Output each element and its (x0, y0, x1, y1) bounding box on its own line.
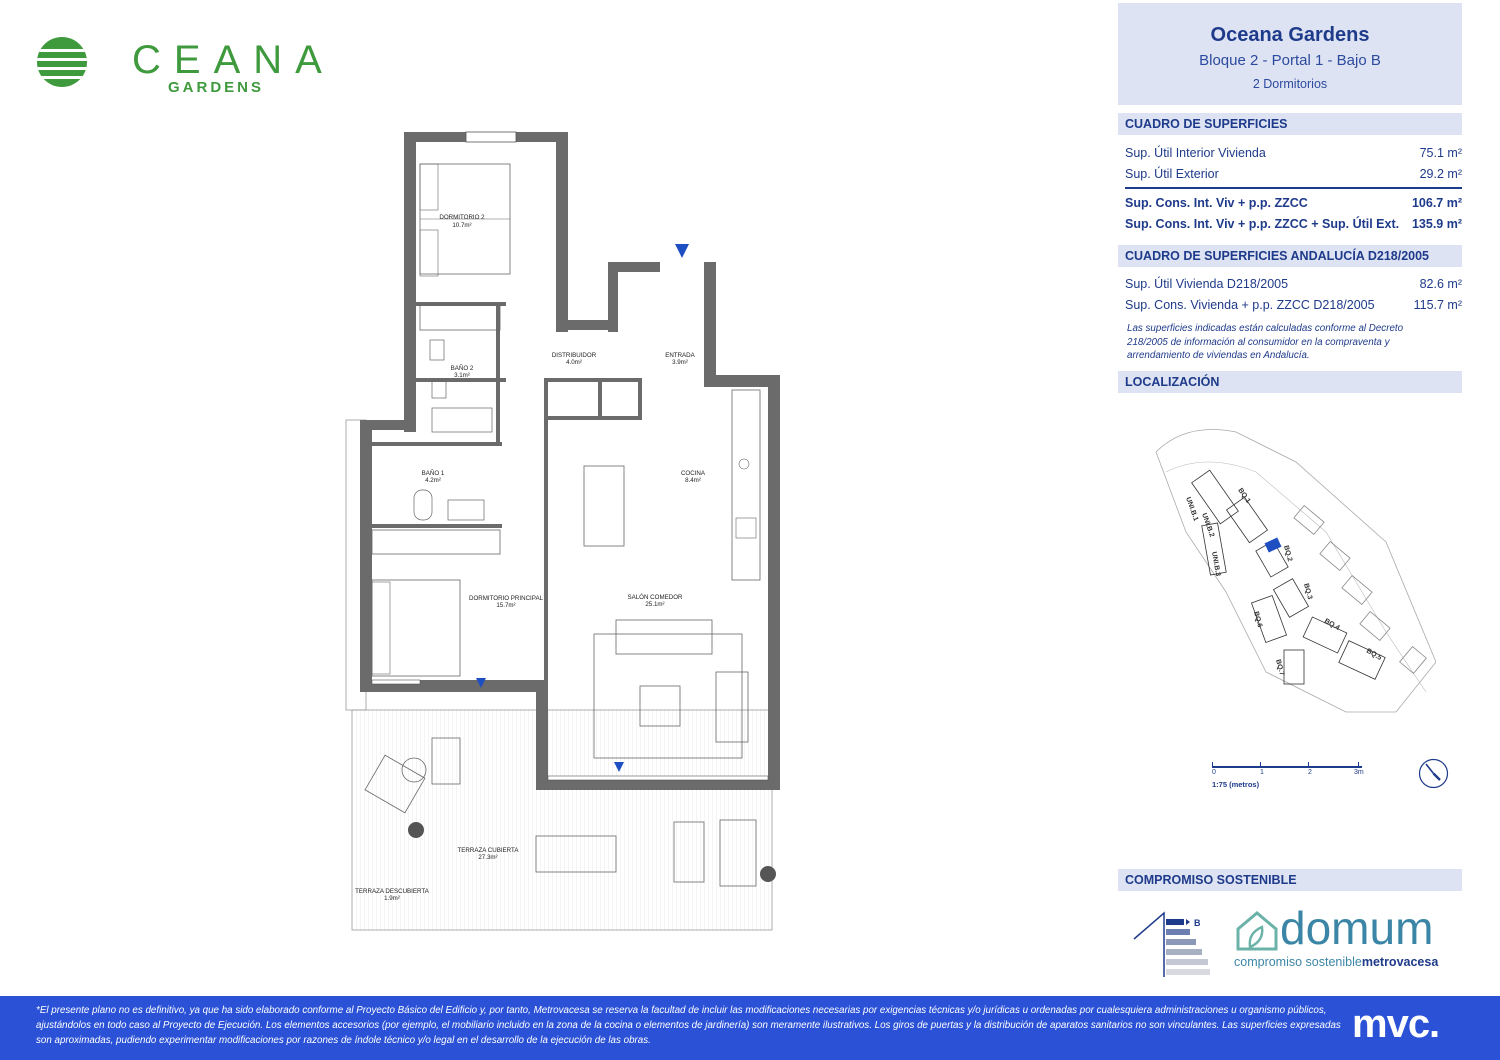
room-bano-2: BAÑO 2 (450, 365, 474, 372)
sustainability-logos (1124, 903, 1464, 983)
room-cocina: COCINA (680, 470, 706, 477)
footer (0, 996, 1500, 1060)
legal-note: Las superficies indicadas están calculadas conforme al Decreto 218/2005 de información al consumidor en la compraventa y arrendamiento de viviendas en Andalucía. (1127, 323, 1404, 361)
sustainability-heading: COMPROMISO SOSTENIBLE (1118, 869, 1462, 891)
area-value: 29.2 m² (1419, 167, 1462, 181)
domum-house-icon (1234, 909, 1280, 953)
room-terraza-cubierta: TERRAZA CUBIERTA (457, 847, 519, 854)
main-wardrobe (372, 530, 500, 554)
site-plan-drawing (1146, 412, 1436, 722)
area-row (1118, 295, 1462, 316)
area-value: 135.9 m² (1411, 217, 1462, 231)
svg-text:BQ.2: BQ.2 (1282, 544, 1294, 563)
room-distribuidor-area: 4.0m² (566, 359, 582, 366)
area-value: 106.7 m² (1411, 196, 1462, 210)
floor-plan (340, 120, 780, 940)
bed-main (372, 580, 460, 676)
bedroom-count: 2 Dormitorios (1252, 77, 1328, 91)
disclaimer: *El presente plano no es definitivo, ya que ha sido elaborado conforme al Proyecto Básico del Edificio y, por tanto, Metrovacesa se reserva la facultad de incluir las modificaciones necesarias por exigencias técnicas y/o jurídicas u ordenadas por cualesquiera administraciones u organismo públicos, ajustándolos en todo caso al Proyecto de Ejecución. Los elementos accesorios (por ejemplo, el mobiliario incluido en la zona de la cocina o elementos de jardinería) son meramente ilustrativos. Los giros de puertas y la distribución de aparatos sanitarios no son vinculantes. Las superficies expresadas son aproximadas, pudiendo experimentar modificaciones por razones de índole técnico y/o legal en el desarrollo de la ejecución de las obras. (36, 1005, 1341, 1046)
room-terraza-descubierta-area: 1.9m² (384, 895, 400, 902)
area-label: Sup. Cons. Int. Viv + p.p. ZZCC + Sup. Útil Ext. (1125, 217, 1400, 231)
info-panel (1118, 3, 1462, 393)
energy-rating-icon (1130, 909, 1210, 977)
area-row (1118, 274, 1462, 295)
location-map (1146, 412, 1436, 722)
dining-table (584, 466, 624, 546)
location-heading: LOCALIZACIÓN (1118, 371, 1462, 393)
room-bano-2-area: 3.1m² (454, 372, 470, 379)
surfaces-heading: CUADRO DE SUPERFICIES (1118, 113, 1462, 135)
sustainability-section (1118, 869, 1462, 891)
area-label: Sup. Útil Vivienda D218/2005 (1125, 277, 1289, 291)
room-dormitorio-principal: DORMITORIO PRINCIPAL (468, 595, 544, 602)
svg-text:B: B (1194, 918, 1201, 928)
wardrobe (420, 304, 500, 330)
unit-name: Bloque 2 - Portal 1 - Bajo B (1199, 52, 1381, 69)
area-row (1118, 164, 1462, 185)
room-cocina-area: 8.4m² (685, 477, 701, 484)
svg-text:BQ.3: BQ.3 (1302, 582, 1314, 601)
domum-logo: domum (1280, 902, 1434, 954)
room-terraza-descubierta: TERRAZA DESCUBIERTA (355, 888, 429, 895)
svg-text:UNI.B.3: UNI.B.3 (1210, 551, 1222, 577)
kitchen-counter (732, 390, 760, 580)
room-entrada: ENTRADA (665, 352, 695, 359)
scale-label: 1:75 (metros) (1212, 780, 1260, 789)
area-value: 75.1 m² (1419, 146, 1462, 160)
walls (360, 132, 780, 790)
title-box (1118, 3, 1462, 105)
svg-text:UNI.B.2: UNI.B.2 (1200, 512, 1216, 539)
room-bano-1-area: 4.2m² (425, 477, 441, 484)
room-terraza-cubierta-area: 27.3m² (478, 854, 498, 861)
area-label: Sup. Cons. Vivienda + p.p. ZZCC D218/2005 (1125, 298, 1375, 312)
scale-tick-label: 2 (1308, 769, 1312, 776)
svg-text:UNI.B.1: UNI.B.1 (1184, 496, 1200, 523)
area-row (1118, 143, 1462, 164)
room-dormitorio-principal-area: 15.7m² (496, 602, 516, 609)
svg-text:BQ.4: BQ.4 (1323, 617, 1341, 632)
divider (1125, 187, 1462, 189)
domum-tagline: compromiso sosteniblemetrovacesa (1234, 955, 1439, 969)
room-salon: SALÓN COMEDOR (627, 594, 683, 601)
logo-subtitle: GARDENS (168, 79, 265, 96)
mvc-logo: mvc. (1352, 1002, 1440, 1046)
room-bano-1: BAÑO 1 (421, 470, 445, 477)
scale-tick-label: 1 (1260, 769, 1264, 776)
svg-text:BQ.7: BQ.7 (1274, 658, 1286, 677)
area-label: Sup. Útil Exterior (1125, 167, 1219, 181)
area-total-row (1118, 193, 1462, 214)
project-name: Oceana Gardens (1210, 24, 1370, 46)
andalucia-heading: CUADRO DE SUPERFICIES ANDALUCÍA D218/2005 (1118, 245, 1462, 267)
floor-plan-drawing (340, 120, 780, 940)
scale-tick-label: 0 (1212, 769, 1216, 776)
room-entrada-area: 3.9m² (672, 359, 688, 366)
room-distribuidor: DISTRIBUIDOR (551, 352, 597, 359)
logo-wordmark: CEANA (132, 38, 335, 82)
logo-globe-icon (36, 36, 88, 88)
svg-text:BQ.6: BQ.6 (1252, 610, 1264, 629)
area-label: Sup. Cons. Int. Viv + p.p. ZZCC (1125, 196, 1308, 210)
area-value: 115.7 m² (1413, 298, 1462, 312)
sofa (616, 620, 712, 654)
oceana-logo (36, 34, 335, 100)
svg-text:BQ.1: BQ.1 (1236, 487, 1252, 505)
room-dormitorio-2-area: 10.7m² (452, 222, 472, 229)
entrance-marker (675, 244, 689, 258)
svg-text:BQ.5: BQ.5 (1365, 647, 1383, 662)
area-value: 82.6 m² (1419, 277, 1462, 291)
room-dormitorio-2: DORMITORIO 2 (439, 214, 485, 221)
compass-icon (1418, 758, 1449, 789)
scale-tick-label: 3m (1354, 769, 1364, 776)
room-salon-area: 25.1m² (645, 601, 665, 608)
terrace-area (352, 710, 772, 930)
area-label: Sup. Útil Interior Vivienda (1125, 146, 1266, 160)
area-total-row (1118, 214, 1462, 235)
scale-bar (1212, 762, 1372, 792)
